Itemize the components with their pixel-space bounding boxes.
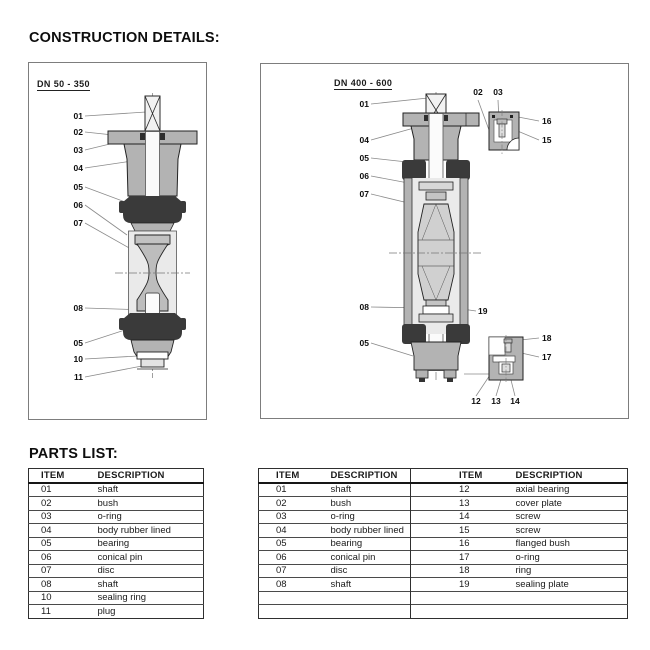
description-cell: body rubber lined <box>98 524 204 538</box>
description-cell: bush <box>98 497 204 511</box>
body-wall-right <box>460 178 468 334</box>
callout-10: 10 <box>73 354 83 364</box>
callout-14: 14 <box>510 396 520 406</box>
description-cell: o-ring <box>516 551 628 565</box>
empty-cell <box>516 591 628 605</box>
item-cell: 03 <box>259 510 331 524</box>
callout-02: 02 <box>473 87 483 97</box>
callout-05: 05 <box>73 182 83 192</box>
callout-11: 11 <box>74 372 83 382</box>
item-cell: 08 <box>259 578 331 592</box>
dn-range-label: DN 50 - 350 <box>37 79 90 89</box>
disc-hub-top <box>426 192 446 200</box>
callout-08: 08 <box>73 303 83 313</box>
disc-hub-bottom <box>426 300 446 306</box>
description-cell: plug <box>98 605 204 619</box>
item-cell: 19 <box>411 578 516 592</box>
table-row <box>259 564 628 578</box>
item-cell: 06 <box>29 551 98 565</box>
table-row <box>29 551 204 565</box>
item-cell: 15 <box>411 524 516 538</box>
description-cell: screw <box>516 510 628 524</box>
parts-table-dn400-600 <box>258 468 628 619</box>
callout-13: 13 <box>491 396 501 406</box>
item-cell: 01 <box>259 483 331 497</box>
item-cell: 16 <box>411 537 516 551</box>
table-row <box>29 483 204 497</box>
item-cell: 01 <box>29 483 98 497</box>
body-transition <box>131 223 174 231</box>
callout-05b: 05 <box>73 338 83 348</box>
table-row <box>29 497 204 511</box>
callout-07: 07 <box>359 189 369 199</box>
bearing-top <box>119 196 186 223</box>
table-row <box>259 524 628 538</box>
callout-02: 02 <box>73 127 83 137</box>
parts-list-title: PARTS LIST: <box>29 446 118 462</box>
table-row <box>259 578 628 592</box>
description-cell: cover plate <box>516 497 628 511</box>
table-row <box>259 483 628 497</box>
callout-04: 04 <box>73 163 83 173</box>
item-cell: 06 <box>259 551 331 565</box>
detail-bottom-right <box>489 335 523 382</box>
item-cell: 08 <box>29 578 98 592</box>
callout-16: 16 <box>542 116 552 126</box>
item-cell: 11 <box>29 605 98 619</box>
description-cell: axial bearing <box>516 483 628 497</box>
bearing-bottom <box>119 313 186 340</box>
callout-12: 12 <box>471 396 481 406</box>
description-cell: body rubber lined <box>331 524 411 538</box>
empty-cell <box>331 591 411 605</box>
description-cell: o-ring <box>98 510 204 524</box>
callout-04: 04 <box>359 135 369 145</box>
description-cell: conical pin <box>331 551 411 565</box>
item-cell: 02 <box>29 497 98 511</box>
table-row <box>259 497 628 511</box>
parts-table-dn50-350 <box>28 468 204 619</box>
callout-05b: 05 <box>359 338 369 348</box>
item-cell: 05 <box>29 537 98 551</box>
empty-cell <box>259 605 331 619</box>
description-cell: disc <box>98 564 204 578</box>
description-cell: flanged bush <box>516 537 628 551</box>
item-cell: 10 <box>29 591 98 605</box>
table-row-empty <box>259 591 628 605</box>
callout-19: 19 <box>478 306 488 316</box>
table-row <box>29 510 204 524</box>
diagram-dn50-350 <box>28 62 207 420</box>
item-cell: 02 <box>259 497 331 511</box>
item-cell: 17 <box>411 551 516 565</box>
item-cell: 13 <box>411 497 516 511</box>
dn-range-label: DN 400 - 600 <box>334 78 393 88</box>
table-row <box>259 537 628 551</box>
callout-06: 06 <box>73 200 83 210</box>
description-cell: screw <box>516 524 628 538</box>
callout-18: 18 <box>542 333 552 343</box>
table-row-empty <box>259 605 628 619</box>
table-row <box>259 551 628 565</box>
table-header-row <box>259 469 628 483</box>
item-cell: 14 <box>411 510 516 524</box>
description-cell: sealing plate <box>516 578 628 592</box>
diagram-dn400-600 <box>260 63 629 419</box>
callout-01: 01 <box>359 99 369 109</box>
valve-drawing-dn400-600 <box>261 64 628 418</box>
description-cell: bush <box>331 497 411 511</box>
disc <box>418 204 454 300</box>
shaft-top <box>145 96 160 131</box>
item-cell: 03 <box>29 510 98 524</box>
callout-15: 15 <box>542 135 552 145</box>
callout-01: 01 <box>73 111 83 121</box>
empty-cell <box>411 605 516 619</box>
item-cell: 04 <box>29 524 98 538</box>
col-header-item: ITEM <box>259 469 331 483</box>
table-row <box>29 524 204 538</box>
description-cell: ring <box>516 564 628 578</box>
detail-top-right <box>489 110 519 154</box>
col-header-item-2: ITEM <box>411 469 516 483</box>
description-cell: bearing <box>331 537 411 551</box>
description-cell: bearing <box>98 537 204 551</box>
callout-03: 03 <box>73 145 83 155</box>
callout-08: 08 <box>359 302 369 312</box>
table-row <box>29 591 204 605</box>
table-header-row <box>29 469 204 483</box>
body-bottom <box>411 342 461 370</box>
callout-05: 05 <box>359 153 369 163</box>
empty-cell <box>411 591 516 605</box>
callout-07: 07 <box>73 218 83 228</box>
description-cell: shaft <box>331 578 411 592</box>
plug <box>141 359 164 367</box>
bottom-band <box>419 314 453 322</box>
body-wall-left <box>404 178 412 334</box>
description-cell: o-ring <box>331 510 411 524</box>
table-row <box>29 605 204 619</box>
item-cell: 12 <box>411 483 516 497</box>
page-title: CONSTRUCTION DETAILS: <box>29 30 220 46</box>
callout-06: 06 <box>359 171 369 181</box>
table-row <box>29 537 204 551</box>
description-cell: shaft <box>98 483 204 497</box>
description-cell: disc <box>331 564 411 578</box>
callout-17: 17 <box>542 352 552 362</box>
table-row <box>29 564 204 578</box>
col-header-description-2: DESCRIPTION <box>516 469 628 483</box>
col-header-description: DESCRIPTION <box>331 469 411 483</box>
description-cell: shaft <box>331 483 411 497</box>
col-header-item: ITEM <box>29 469 98 483</box>
item-cell: 07 <box>259 564 331 578</box>
valve-drawing-dn50-350 <box>29 63 206 419</box>
item-cell: 05 <box>259 537 331 551</box>
description-cell: shaft <box>98 578 204 592</box>
table-row <box>259 510 628 524</box>
item-cell: 18 <box>411 564 516 578</box>
description-cell: sealing ring <box>98 591 204 605</box>
description-cell: conical pin <box>98 551 204 565</box>
empty-cell <box>516 605 628 619</box>
empty-cell <box>331 605 411 619</box>
empty-cell <box>259 591 331 605</box>
callout-03: 03 <box>493 87 503 97</box>
sealing-ring <box>137 352 168 359</box>
item-cell: 04 <box>259 524 331 538</box>
conical-pin <box>419 182 453 190</box>
col-header-description: DESCRIPTION <box>98 469 204 483</box>
table-row <box>29 578 204 592</box>
item-cell: 07 <box>29 564 98 578</box>
sealing-plate <box>423 306 449 314</box>
